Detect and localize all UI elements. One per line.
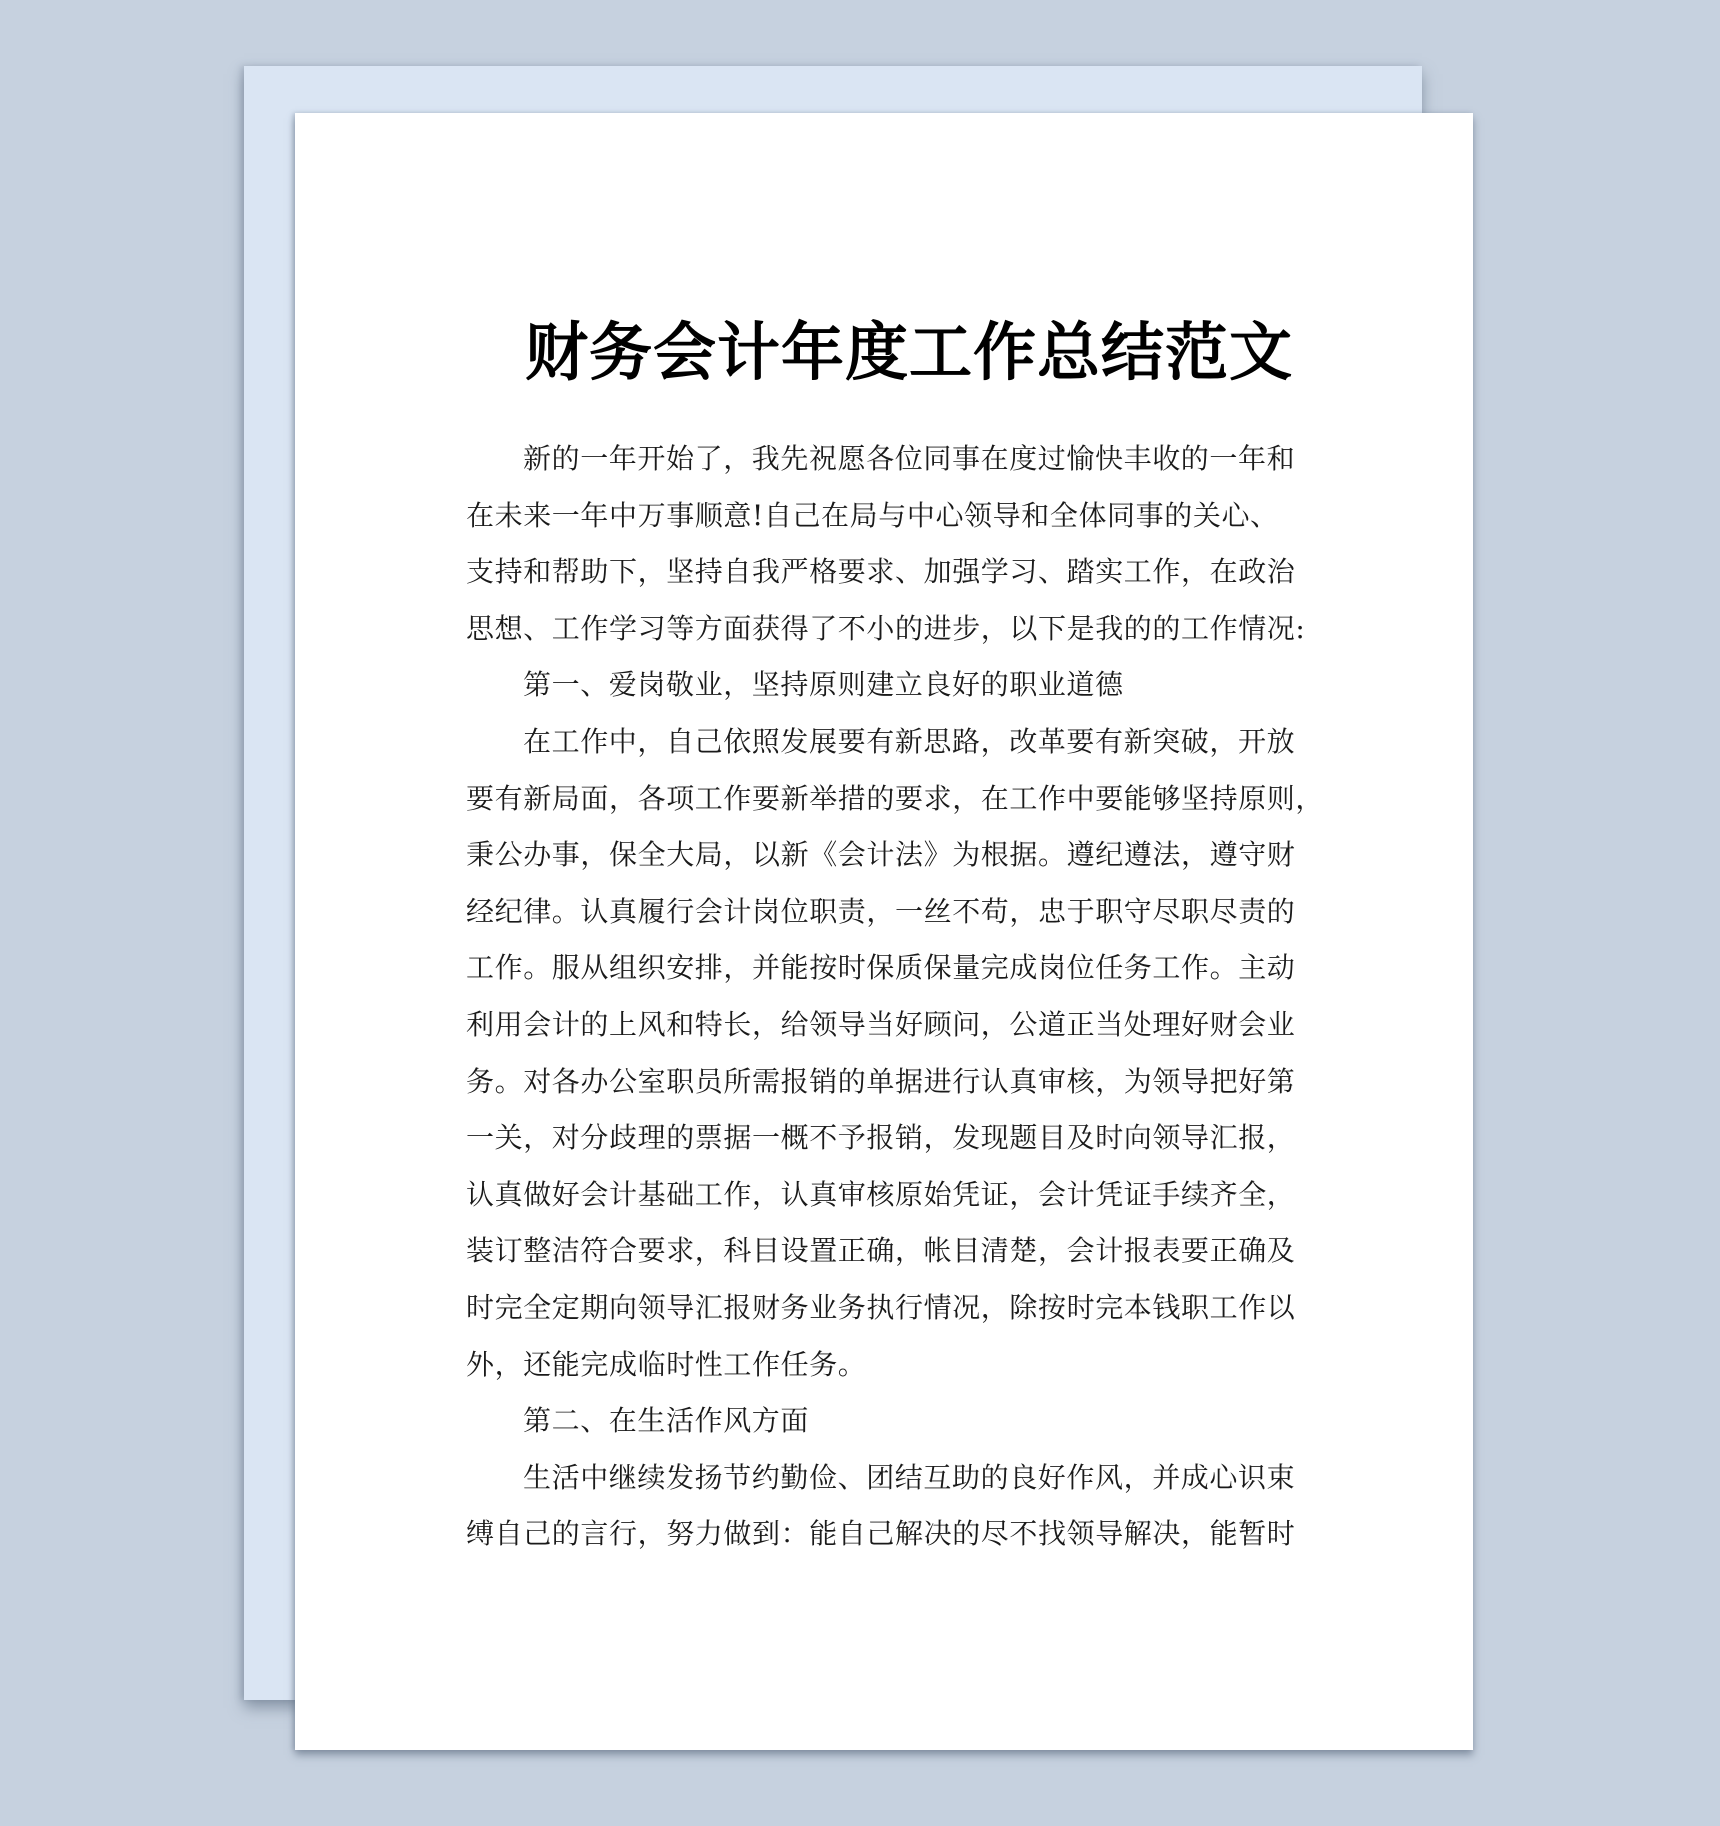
paragraph-line: 缚自己的言行，努力做到：能自己解决的尽不找领导解决，能暂时: [466, 1517, 1296, 1551]
document-body: [466, 431, 1326, 1563]
paragraph-line: 在未来一年中万事顺意!自己在局与中心领导和全体同事的关心、: [466, 498, 1279, 532]
paragraph-line: 支持和帮助下，坚持自我严格要求、加强学习、踏实工作，在政治: [466, 555, 1296, 589]
paragraph-line: 工作。服从组织安排，并能按时保质保量完成岗位任务工作。主动: [466, 951, 1296, 985]
paragraph-line: 生活中继续发扬节约勤俭、团结互助的良好作风，并成心识束: [523, 1460, 1296, 1494]
paragraph-line: 经纪律。认真履行会计岗位职责，一丝不苟，忠于职守尽职尽责的: [466, 894, 1296, 928]
paragraph-line: 思想、工作学习等方面获得了不小的进步，以下是我的的工作情况:: [466, 611, 1306, 645]
paragraph-line: 要有新局面，各项工作要新举措的要求，在工作中要能够坚持原则，: [466, 781, 1325, 815]
paragraph-line: 务。对各办公室职员所需报销的单据进行认真审核，为领导把好第: [466, 1064, 1296, 1098]
paragraph-line: 新的一年开始了，我先祝愿各位同事在度过愉快丰收的一年和: [523, 442, 1296, 475]
paragraph-line: 装订整洁符合要求，科目设置正确，帐目清楚，会计报表要正确及: [466, 1234, 1296, 1268]
paragraph-line: 认真做好会计基础工作，认真审核原始凭证，会计凭证手续齐全，: [466, 1177, 1296, 1211]
paragraph-line: 秉公办事，保全大局，以新《会计法》为根据。遵纪遵法，遵守财: [466, 838, 1296, 872]
paragraph-line: 时完全定期向领导汇报财务业务执行情况，除按时完本钱职工作以: [466, 1290, 1296, 1324]
paragraph-line: 一关，对分歧理的票据一概不予报销，发现题目及时向领导汇报，: [466, 1121, 1296, 1155]
paragraph-line: 在工作中，自己依照发展要有新思路，改革要有新突破，开放: [523, 724, 1296, 758]
section-heading: 第一、爱岗敬业，坚持原则建立良好的职业道德: [523, 668, 1124, 702]
document-page: [295, 113, 1473, 1750]
paragraph-line: 外，还能完成临时性工作任务。: [466, 1347, 867, 1381]
document-title: 财务会计年度工作总结范文: [525, 316, 1293, 389]
paragraph-line: 利用会计的上风和特长，给领导当好顾问，公道正当处理好财会业: [466, 1007, 1296, 1041]
section-heading: 第二、在生活作风方面: [523, 1404, 810, 1438]
